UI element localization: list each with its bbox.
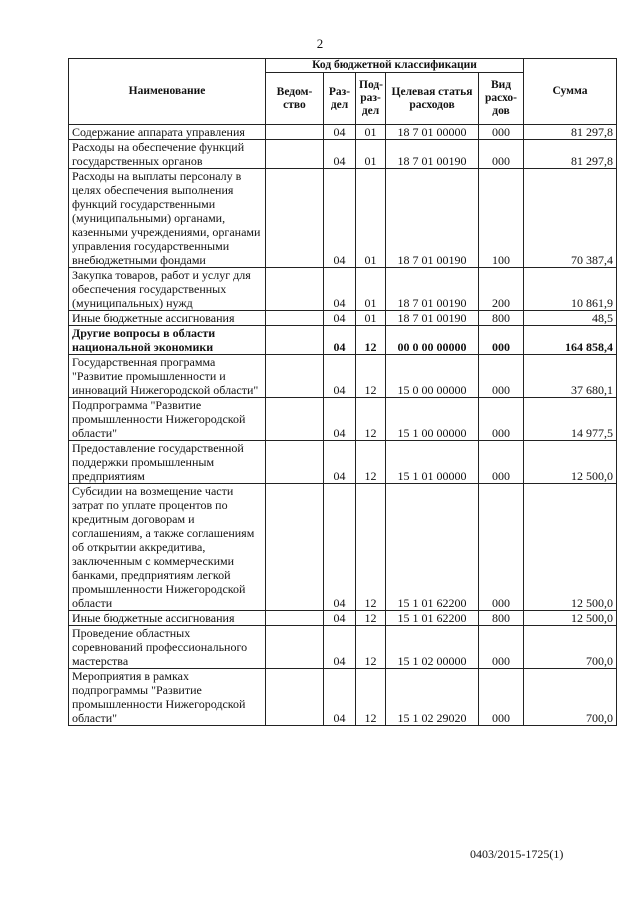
row-ved-cell bbox=[266, 169, 324, 268]
row-name-cell: Подпрограмма "Развитие промышленности Нижегородской области" bbox=[69, 398, 266, 441]
row-sum-cell: 37 680,1 bbox=[524, 355, 617, 398]
row-vid-cell: 000 bbox=[479, 326, 524, 355]
row-cel-cell: 15 1 02 00000 bbox=[386, 626, 479, 669]
table-body bbox=[69, 125, 617, 726]
row-name-cell: Содержание аппарата управления bbox=[69, 125, 266, 140]
row-vid-cell: 000 bbox=[479, 125, 524, 140]
row-ved-cell bbox=[266, 484, 324, 611]
row-pod-cell: 01 bbox=[356, 311, 386, 326]
row-name-cell: Расходы на выплаты персоналу в целях обеспечения выполнения функций государственными (муниципальными) органами, казенными учреждениями, органами управления государственными внебюджетными фондами bbox=[69, 169, 266, 268]
table-row bbox=[69, 125, 617, 140]
header-pod: Под-раз-дел bbox=[356, 73, 386, 125]
row-pod-cell: 12 bbox=[356, 441, 386, 484]
row-cel-cell: 18 7 01 00000 bbox=[386, 125, 479, 140]
row-cel-cell: 15 0 00 00000 bbox=[386, 355, 479, 398]
row-sum-cell: 10 861,9 bbox=[524, 268, 617, 311]
row-sum-cell: 164 858,4 bbox=[524, 326, 617, 355]
row-ved-cell bbox=[266, 398, 324, 441]
document-code: 0403/2015-1725(1) bbox=[470, 847, 564, 861]
row-vid-cell: 000 bbox=[479, 669, 524, 726]
row-pod-cell: 01 bbox=[356, 169, 386, 268]
row-name-cell: Иные бюджетные ассигнования bbox=[69, 311, 266, 326]
table-row bbox=[69, 441, 617, 484]
header-ved: Ведом-ство bbox=[266, 73, 324, 125]
row-razd-cell: 04 bbox=[324, 626, 356, 669]
row-vid-cell: 000 bbox=[479, 140, 524, 169]
header-razd: Раз-дел bbox=[324, 73, 356, 125]
row-pod-cell: 12 bbox=[356, 611, 386, 626]
row-cel-cell: 18 7 01 00190 bbox=[386, 169, 479, 268]
row-vid-cell: 000 bbox=[479, 398, 524, 441]
row-ved-cell bbox=[266, 268, 324, 311]
row-ved-cell bbox=[266, 669, 324, 726]
row-razd-cell: 04 bbox=[324, 611, 356, 626]
budget-table bbox=[68, 58, 617, 726]
row-razd-cell: 04 bbox=[324, 169, 356, 268]
header-cel: Целевая статья расходов bbox=[386, 73, 479, 125]
row-ved-cell bbox=[266, 125, 324, 140]
row-cel-cell: 15 1 02 29020 bbox=[386, 669, 479, 726]
row-sum-cell: 12 500,0 bbox=[524, 611, 617, 626]
row-cel-cell: 15 1 00 00000 bbox=[386, 398, 479, 441]
row-razd-cell: 04 bbox=[324, 326, 356, 355]
header-sum: Сумма bbox=[524, 59, 617, 125]
row-name-cell: Субсидии на возмещение части затрат по уплате процентов по кредитным договорам и соглашениям, а также соглашениям об открытии аккредитива, заключенным с коммерческими банками, предприятиям легкой промышленности Нижегородской области bbox=[69, 484, 266, 611]
row-razd-cell: 04 bbox=[324, 355, 356, 398]
row-pod-cell: 12 bbox=[356, 326, 386, 355]
row-razd-cell: 04 bbox=[324, 268, 356, 311]
row-sum-cell: 12 500,0 bbox=[524, 484, 617, 611]
table-row bbox=[69, 626, 617, 669]
row-razd-cell: 04 bbox=[324, 311, 356, 326]
row-vid-cell: 000 bbox=[479, 484, 524, 611]
row-razd-cell: 04 bbox=[324, 125, 356, 140]
row-razd-cell: 04 bbox=[324, 441, 356, 484]
row-vid-cell: 800 bbox=[479, 311, 524, 326]
row-pod-cell: 12 bbox=[356, 626, 386, 669]
row-razd-cell: 04 bbox=[324, 484, 356, 611]
row-cel-cell: 15 1 01 62200 bbox=[386, 611, 479, 626]
table-row bbox=[69, 326, 617, 355]
row-name-cell: Предоставление государственной поддержки промышленным предприятиям bbox=[69, 441, 266, 484]
header-name: Наименование bbox=[69, 59, 266, 125]
row-pod-cell: 12 bbox=[356, 669, 386, 726]
row-razd-cell: 04 bbox=[324, 140, 356, 169]
row-cel-cell: 18 7 01 00190 bbox=[386, 268, 479, 311]
row-pod-cell: 01 bbox=[356, 140, 386, 169]
table-row bbox=[69, 311, 617, 326]
header-vid: Вид расхо-дов bbox=[479, 73, 524, 125]
row-pod-cell: 01 bbox=[356, 125, 386, 140]
row-pod-cell: 12 bbox=[356, 355, 386, 398]
row-vid-cell: 800 bbox=[479, 611, 524, 626]
row-cel-cell: 15 1 01 62200 bbox=[386, 484, 479, 611]
row-razd-cell: 04 bbox=[324, 669, 356, 726]
row-name-cell: Закупка товаров, работ и услуг для обеспечения государственных (муниципальных) нужд bbox=[69, 268, 266, 311]
row-name-cell: Проведение областных соревнований профессионального мастерства bbox=[69, 626, 266, 669]
row-ved-cell bbox=[266, 441, 324, 484]
row-ved-cell bbox=[266, 355, 324, 398]
row-pod-cell: 01 bbox=[356, 268, 386, 311]
row-vid-cell: 000 bbox=[479, 626, 524, 669]
row-name-cell: Расходы на обеспечение функций государственных органов bbox=[69, 140, 266, 169]
row-cel-cell: 18 7 01 00190 bbox=[386, 311, 479, 326]
header-code-group: Код бюджетной классификации bbox=[266, 59, 524, 73]
row-sum-cell: 70 387,4 bbox=[524, 169, 617, 268]
table-row bbox=[69, 169, 617, 268]
row-name-cell: Государственная программа "Развитие промышленности и инноваций Нижегородской области" bbox=[69, 355, 266, 398]
row-sum-cell: 700,0 bbox=[524, 669, 617, 726]
row-pod-cell: 12 bbox=[356, 398, 386, 441]
table-row bbox=[69, 355, 617, 398]
row-sum-cell: 700,0 bbox=[524, 626, 617, 669]
table-row bbox=[69, 268, 617, 311]
row-sum-cell: 14 977,5 bbox=[524, 398, 617, 441]
page-number: 2 bbox=[316, 36, 324, 51]
row-name-cell: Иные бюджетные ассигнования bbox=[69, 611, 266, 626]
table-row bbox=[69, 140, 617, 169]
row-ved-cell bbox=[266, 326, 324, 355]
row-vid-cell: 200 bbox=[479, 268, 524, 311]
row-ved-cell bbox=[266, 626, 324, 669]
row-ved-cell bbox=[266, 311, 324, 326]
row-name-cell: Мероприятия в рамках подпрограммы "Развитие промышленности Нижегородской области" bbox=[69, 669, 266, 726]
table-row bbox=[69, 398, 617, 441]
row-cel-cell: 15 1 01 00000 bbox=[386, 441, 479, 484]
row-sum-cell: 12 500,0 bbox=[524, 441, 617, 484]
row-pod-cell: 12 bbox=[356, 484, 386, 611]
row-cel-cell: 00 0 00 00000 bbox=[386, 326, 479, 355]
row-vid-cell: 000 bbox=[479, 441, 524, 484]
row-vid-cell: 000 bbox=[479, 355, 524, 398]
row-cel-cell: 18 7 01 00190 bbox=[386, 140, 479, 169]
row-name-cell: Другие вопросы в области национальной экономики bbox=[69, 326, 266, 355]
row-vid-cell: 100 bbox=[479, 169, 524, 268]
row-sum-cell: 48,5 bbox=[524, 311, 617, 326]
table-row bbox=[69, 484, 617, 611]
row-razd-cell: 04 bbox=[324, 398, 356, 441]
table-row bbox=[69, 669, 617, 726]
row-sum-cell: 81 297,8 bbox=[524, 125, 617, 140]
row-sum-cell: 81 297,8 bbox=[524, 140, 617, 169]
row-ved-cell bbox=[266, 140, 324, 169]
row-ved-cell bbox=[266, 611, 324, 626]
table-row bbox=[69, 611, 617, 626]
